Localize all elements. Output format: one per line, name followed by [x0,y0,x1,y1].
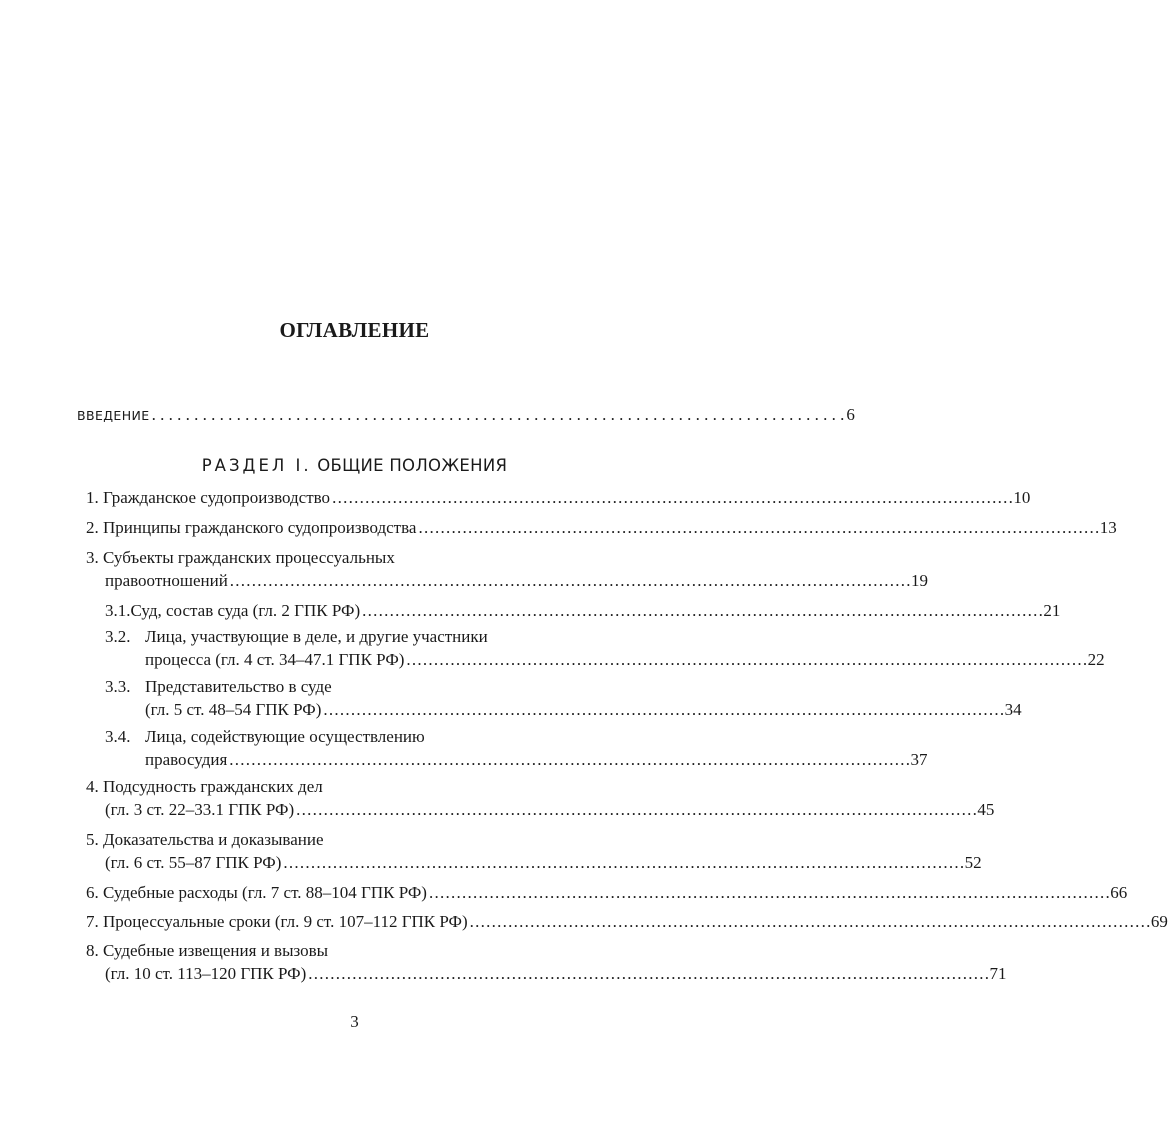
entry-number: 8. [86,941,99,960]
entry-page: 10 [1013,488,1031,507]
entry-title: Подсудность гражданских дел [103,777,323,796]
entry-title-cont: (гл. 6 ст. 55–87 ГПК РФ) [105,853,282,872]
entry-title: Представительство в суде [145,677,332,696]
toc-title: ОГЛАВЛЕНИЕ [279,318,430,342]
toc-entry[interactable] [105,963,1007,985]
leader-dots [308,963,987,985]
entry-number: 3.1. [105,601,131,620]
entry-number: 6. [86,883,99,902]
entry-title: Суд, состав суда (гл. 2 ГПК РФ) [130,601,361,620]
toc-entry[interactable] [86,911,1168,933]
entry-page: 69 [1150,912,1168,931]
entry-title: Гражданское судопроизводство [103,488,331,507]
entry-page: 52 [964,853,982,872]
entry-page: 34 [1004,700,1022,719]
leader-dots [323,699,1002,721]
leader-dots [332,487,1011,509]
section-name: ОБЩИЕ ПОЛОЖЕНИЯ [317,456,508,475]
entry-title: Лица, содействующие осуществлению [145,727,425,746]
entry-title: Субъекты гражданских процессуальных [103,548,395,567]
section-prefix: РАЗДЕЛ I. [201,456,312,475]
toc-subentry[interactable] [145,699,1022,721]
entry-page: 21 [1043,601,1061,620]
toc-entry-line[interactable] [86,829,324,851]
toc-intro-entry[interactable] [77,405,855,425]
toc-subentry[interactable] [105,600,1061,622]
toc-entry[interactable] [105,570,929,592]
leader-dots [283,852,962,874]
entry-page: 66 [1110,883,1128,902]
entry-number: 3.4. [105,727,131,746]
leader-dots [362,600,1041,622]
entry-page: 22 [1087,650,1105,669]
leader-dots: . . . . . . . . . . . . . . . . . . . . . . . . . . . . . . . . . . . . . . . . . . . . . . . . . . . . . . . . . . . . . . . . . . . . . . . . . . . . . . . . . . [151,405,845,424]
toc-entry[interactable] [105,852,982,874]
toc-subentry[interactable] [145,649,1105,671]
entry-title-cont: процесса (гл. 4 ст. 34–47.1 ГПК РФ) [145,650,405,669]
intro-label: ВВЕДЕНИЕ [77,408,150,423]
toc-entry-line[interactable] [86,776,323,798]
entry-number: 7. [86,912,99,931]
toc-subentry-line[interactable] [105,676,332,698]
entry-title-cont: (гл. 10 ст. 113–120 ГПК РФ) [105,964,307,983]
section-heading [0,456,709,475]
entry-title: Доказательства и доказывание [103,830,324,849]
entry-title-cont: (гл. 5 ст. 48–54 ГПК РФ) [145,700,322,719]
leader-dots [296,799,975,821]
entry-title-cont: (гл. 3 ст. 22–33.1 ГПК РФ) [105,800,295,819]
toc-entry-line[interactable] [86,940,328,962]
entry-title: Процессуальные сроки (гл. 9 ст. 107–112 ГПК РФ) [103,912,468,931]
intro-page: 6 [846,405,855,424]
toc-entry[interactable] [105,799,995,821]
leader-dots [470,911,1149,933]
toc-subentry[interactable] [145,749,928,771]
entry-number: 2. [86,518,99,537]
entry-page: 71 [989,964,1007,983]
entry-number: 1. [86,488,99,507]
toc-entry[interactable] [86,517,1117,539]
entry-title: Принципы гражданского судопроизводства [103,518,417,537]
leader-dots [429,882,1108,904]
entry-number: 5. [86,830,99,849]
toc-entry-line[interactable] [86,547,395,569]
page-number: 3 [350,1012,359,1031]
leader-dots [406,649,1085,671]
toc-entry[interactable] [86,487,1031,509]
entry-title: Лица, участвующие в деле, и другие участники [145,627,488,646]
toc-subentry-line[interactable] [105,726,425,748]
entry-title: Судебные расходы (гл. 7 ст. 88–104 ГПК РФ) [103,883,427,902]
entry-title-cont: правоотношений [105,571,228,590]
entry-page: 19 [911,571,929,590]
entry-title: Судебные извещения и вызовы [103,941,329,960]
entry-page: 45 [977,800,995,819]
leader-dots [418,517,1097,539]
toc-subentry-line[interactable] [105,626,488,648]
entry-page: 37 [910,750,928,769]
entry-number: 4. [86,777,99,796]
entry-number: 3. [86,548,99,567]
entry-page: 13 [1099,518,1117,537]
leader-dots [230,570,909,592]
leader-dots [229,749,908,771]
entry-number: 3.2. [105,627,131,646]
entry-title-cont: правосудия [145,750,228,769]
toc-entry[interactable] [86,882,1128,904]
entry-number: 3.3. [105,677,131,696]
